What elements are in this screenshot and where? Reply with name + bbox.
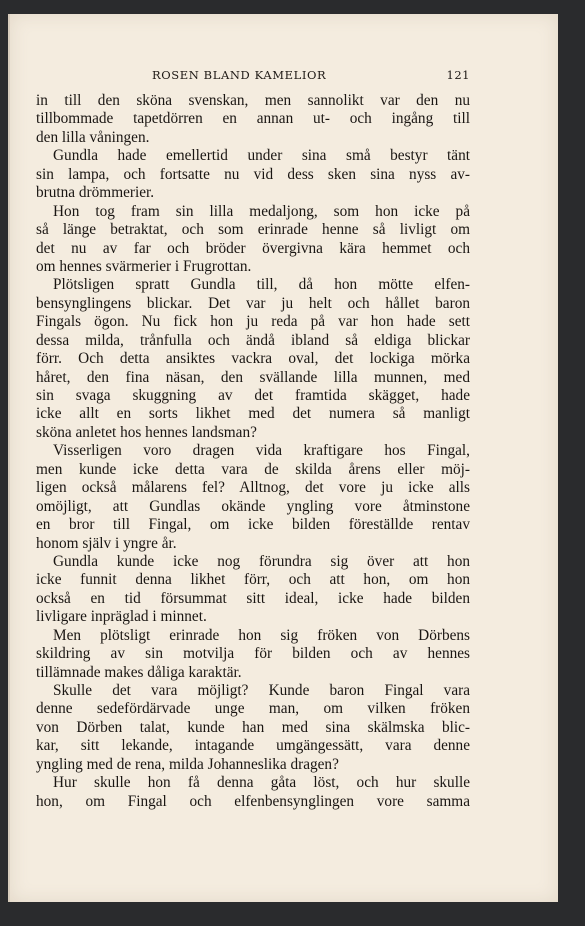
text-line: tillämnade makes dåliga karaktär. [36,663,242,681]
text-line: det nu av far och bröder övergivna kära hemmet och [36,239,470,257]
text-line: Gundla kunde icke nog förundra sig över att hon [53,552,470,570]
text-line: denne sedefördärvade unge man, om vilken fröken [36,700,470,718]
text-line: dessa milda, trånfulla och ändå ibland så eldiga blickar [36,331,470,349]
text-line: Gundla hade emellertid under sina små bestyr tänt [53,147,470,165]
text-line: Men plötsligt erinrade hon sig fröken von Dörbens [53,626,470,644]
body-text [36,92,470,811]
text-line: in till den sköna svenskan, men sannolikt var den nu [36,92,470,109]
text-line: hon, om Fingal och elfenbensynglingen vore samma [36,792,470,810]
text-line: också en tid försummat sitt ideal, icke hade bilden [36,589,470,607]
text-line: sin lampa, och fortsatte nu vid dess sken sina nyss av- [36,165,470,183]
text-line: bensynglingens blickar. Det var ju helt och hållet baron [36,294,470,312]
text-line: förr. Och detta ansiktes vackra oval, det lockiga mörka [36,350,470,368]
text-line: håret, den fina näsan, den svällande lilla munnen, med [36,368,470,386]
page-number: 121 [446,68,470,82]
text-line: men kunde icke detta vara de skilda årens eller möj- [36,460,470,478]
text-line: den lilla våningen. [36,128,150,146]
book-page [8,14,558,902]
running-title: ROSEN BLAND KAMELIOR [152,68,327,82]
text-line: tillbommade tapetdörren en annan ut- och ingång till [36,110,470,128]
text-line: Fingals ögon. Nu fick hon ju reda på var hon hade sett [36,313,470,331]
text-line: Hur skulle hon få denna gåta löst, och hur skulle [53,774,470,792]
text-line: ligen också målarens fel? Alltnog, det vore ju icke alls [36,479,470,497]
text-line: så länge betraktat, och som erinrade henne så livligt om [36,221,470,239]
text-line: om hennes svärmerier i Frugrottan. [36,257,252,275]
text-line: Visserligen voro dragen vida kraftigare hos Fingal, [53,442,470,460]
text-line: icke allt en sorts likhet med det numera så manligt [36,405,470,423]
text-line: yngling med de rena, milda Johanneslika dragen? [36,755,339,773]
text-line: omöjligt, att Gundlas okände yngling vore åtminstone [36,497,470,515]
text-line: Hon tog fram sin lilla medaljong, som hon icke på [53,202,470,220]
text-line: honom själv i yngre år. [36,534,177,552]
text-line: kar, sitt lekande, intagande umgängessätt, vara denne [36,737,470,755]
text-line: Skulle det vara möjligt? Kunde baron Fingal vara [53,682,470,699]
text-line: brutna drömmerier. [36,184,155,202]
text-line: von Dörben talat, kunde han med sina skälmska blic- [36,718,470,736]
text-line: sköna anletet hos hennes landsman? [36,423,257,441]
text-line: icke funnit denna likhet förr, och att hon, om hon [36,571,470,589]
text-line: skildring av sin motvilja för bilden och av hennes [36,645,470,663]
text-line: livligare inpräglad i minnet. [36,608,207,626]
text-line: en bror till Fingal, om icke bilden föreställde rentav [36,516,470,534]
text-line: sin svaga skuggning av det framtida skägget, hade [36,387,470,404]
text-line: Plötsligen spratt Gundla till, då hon mötte elfen- [53,276,470,294]
